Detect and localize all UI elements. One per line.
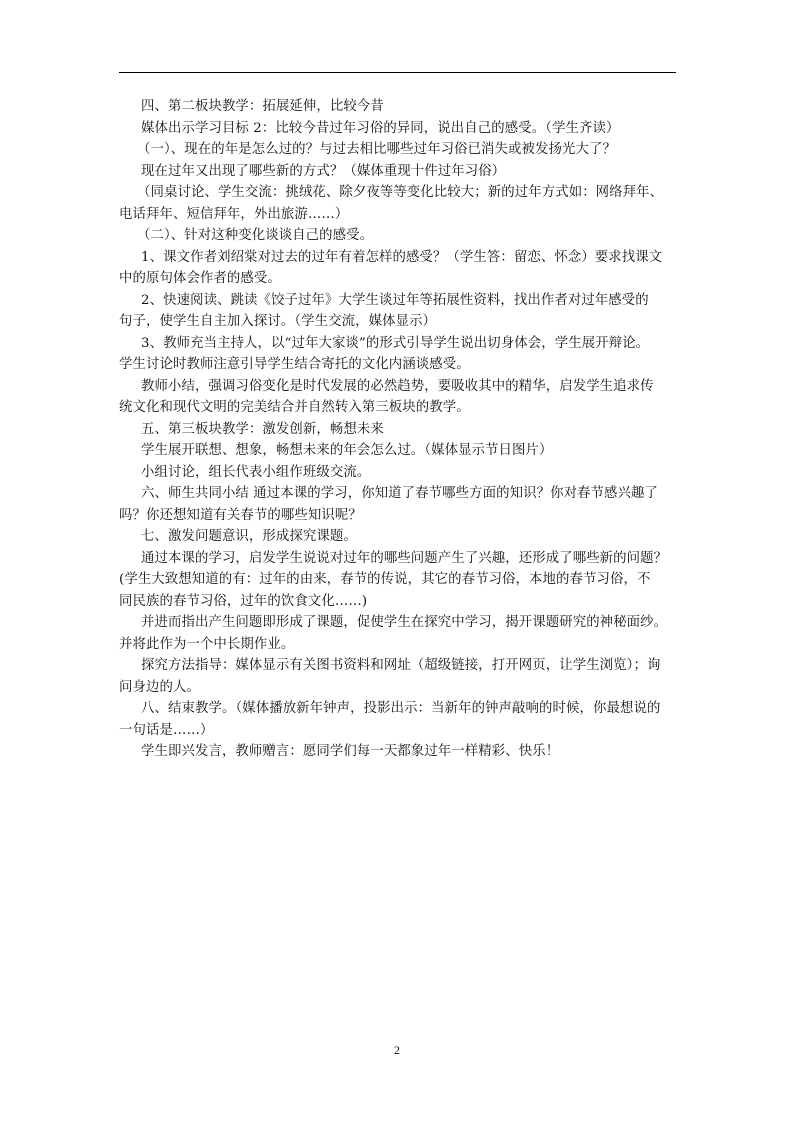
- paragraph-line: 句子，使学生自主加入探讨。（学生交流，媒体显示）: [119, 314, 437, 329]
- paragraph-line: （一）、现在的年是怎么过的？与过去相比哪些过年习俗已消失或被发扬光大了？: [137, 142, 616, 157]
- paragraph-line: 媒体出示学习目标 2：比较今昔过年习俗的异同，说出自己的感受。（学生齐读）: [141, 120, 620, 136]
- paragraph-line: 学生即兴发言，教师赠言：愿同学们每一天都象过年一样精彩、快乐！: [141, 744, 560, 759]
- section-four-heading: 四、第二板块教学：拓展延伸，比较今昔: [141, 99, 384, 114]
- paragraph-line: 问身边的人。: [119, 679, 200, 695]
- section-eight-heading: 八、结束教学。（媒体播放新年钟声，投影出示：当新年的钟声敲响的时候，你最想说的: [141, 701, 661, 716]
- paragraph-line: 小组讨论，组长代表小组作班级交流。: [141, 464, 371, 480]
- paragraph-line: (学生大致想知道的有：过年的由来，春节的传说，其它的春节习俗，本地的春节习俗，不: [119, 572, 651, 587]
- section-seven-heading: 七、激发问题意识，形成探究课题。: [141, 529, 357, 544]
- section-five-heading: 五、第三板块教学：激发创新，畅想未来: [141, 421, 384, 437]
- paragraph-line: 探究方法指导：媒体显示有关图书资料和网址（超级链接，打开网页，让学生浏览）；询: [141, 658, 661, 673]
- paragraph-line: 吗？你还想知道有关春节的哪些知识呢？: [119, 507, 362, 523]
- paragraph-line: 并将此作为一个中长期作业。: [119, 636, 295, 652]
- section-six-heading: 六、师生共同小结 通过本课的学习，你知道了春节哪些方面的知识？你对春节感兴趣了: [141, 486, 658, 501]
- paragraph-line: 统文化和现代文明的完美结合并自然转入第三板块的教学。: [119, 400, 470, 415]
- paragraph-line: 通过本课的学习，启发学生说说对过年的哪些问题产生了兴趣，还形成了哪些新的问题？: [141, 550, 668, 566]
- document-body: [119, 96, 676, 763]
- paragraph-line: 电话拜年、短信拜年，外出旅游……）: [119, 206, 349, 222]
- paragraph-line: 一句话是……）: [119, 722, 214, 738]
- paragraph-line: 1、课文作者刘绍棠对过去的过年有着怎样的感受？（学生答：留恋、怀念）要求找课文: [141, 249, 663, 265]
- paragraph-line: 2、快速阅读、跳读《饺子过年》大学生谈过年等拓展性资料，找出作者对过年感受的: [141, 292, 649, 308]
- paragraph-line: 中的原句体会作者的感受。: [119, 271, 281, 286]
- paragraph-line: （同桌讨论、学生交流：挑绒花、除夕夜等等变化比较大；新的过年方式如：网络拜年、: [137, 185, 664, 200]
- paragraph-line: 并进而指出产生问题即形成了课题，促使学生在探究中学习，揭开课题研究的神秘面纱。: [141, 615, 668, 630]
- paragraph-line: （二）、针对这种变化谈谈自己的感受。: [137, 228, 374, 243]
- paragraph-line: 现在过年又出现了哪些新的方式？（媒体重现十件过年习俗）: [141, 163, 506, 179]
- paragraph-line: 3、教师充当主持人，以“过年大家谈”的形式引导学生说出切身体会，学生展开辩论。: [141, 335, 650, 351]
- paragraph-line: 学生讨论时教师注意引导学生结合寄托的文化内涵谈感受。: [119, 357, 470, 372]
- paragraph-line: 学生展开联想、想象，畅想未来的年会怎么过。（媒体显示节日图片）: [141, 443, 553, 458]
- page-number: 2: [394, 1043, 400, 1057]
- paragraph-line: 教师小结，强调习俗变化是时代发展的必然趋势，要吸收其中的精华，启发学生追求传: [141, 378, 654, 394]
- paragraph-line: 同民族的春节习俗，过年的饮食文化……): [119, 593, 368, 609]
- header-rule: [119, 72, 676, 73]
